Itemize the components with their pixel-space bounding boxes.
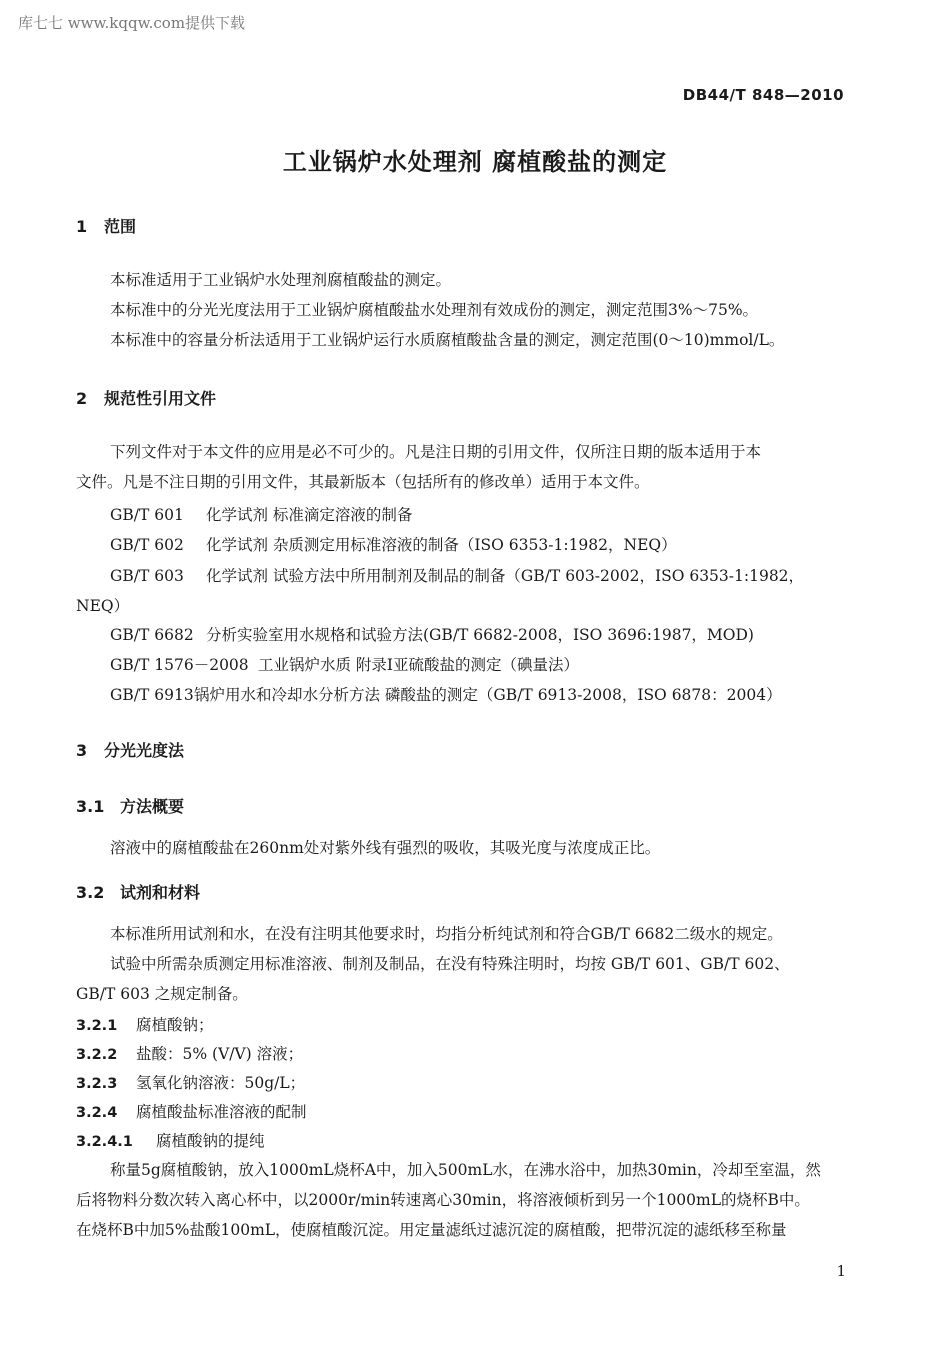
clause-text: 腐植酸钠；: [136, 1016, 214, 1034]
standard-code: DB44/T 848—2010: [682, 86, 844, 104]
clause-number: 3.2.3: [76, 1076, 118, 1092]
reference-code: GB/T 601: [110, 506, 184, 524]
clause-item: [76, 1042, 303, 1064]
page-title: 工业锅炉水处理剂 腐植酸盐的测定: [282, 148, 668, 176]
paragraph: 试验中所需杂质测定用标准溶液、制剂及制品，在没有特殊注明时，均按 GB/T 601、GB/T 602、: [110, 955, 790, 973]
section-3-heading: [76, 738, 184, 761]
section-2-heading: [76, 386, 216, 409]
clause-text: 氢氧化钠溶液：50g/L；: [136, 1074, 306, 1092]
section-title: 范围: [104, 217, 137, 236]
reference-text: 工业锅炉水质 附录I亚硫酸盐的测定（碘量法）: [258, 656, 580, 674]
section-title: 方法概要: [120, 797, 185, 816]
reference-continuation: [76, 594, 129, 616]
reference-item: [110, 503, 412, 525]
reference-text: 化学试剂 杂质测定用标准溶液的制备（ISO 6353-1:1982，NEQ）: [206, 536, 677, 554]
section-title: 试剂和材料: [120, 883, 201, 902]
clause-item: [76, 1071, 305, 1093]
paragraph: 本标准中的容量分析法适用于工业锅炉运行水质腐植酸盐含量的测定，测定范围(0～10)mmol/L。: [110, 331, 785, 349]
section-number: 2: [76, 389, 88, 408]
paragraph: 在烧杯B中加5%盐酸100mL，使腐植酸沉淀。用定量滤纸过滤沉淀的腐植酸，把带沉淀的滤纸移至称量: [76, 1221, 787, 1239]
section-number: 3.1: [76, 797, 105, 816]
section-1-heading: [76, 214, 136, 237]
paragraph: 下列文件对于本文件的应用是必不可少的。凡是注日期的引用文件，仅所注日期的版本适用于本: [110, 443, 762, 461]
clause-text: 盐酸：5% (V/V) 溶液；: [136, 1045, 304, 1063]
reference-item: [110, 623, 754, 645]
clause-number: 3.2.1: [76, 1018, 118, 1034]
clause-number: 3.2.2: [76, 1047, 118, 1063]
clause-item: [76, 1129, 265, 1151]
clause-text: 腐植酸钠的提纯: [156, 1132, 265, 1150]
paragraph: 本标准适用于工业锅炉水处理剂腐植酸盐的测定。: [110, 271, 452, 289]
page-number: 1: [836, 1262, 846, 1280]
reference-code: GB/T 603: [110, 567, 184, 585]
reference-code: GB/T 6913: [110, 686, 194, 704]
reference-item: [110, 683, 782, 705]
section-title: 规范性引用文件: [104, 389, 217, 408]
paragraph: 后将物料分数次转入离心杯中，以2000r/min转速离心30min，将溶液倾析到另一个1000mL的烧杯B中。: [76, 1191, 810, 1209]
paragraph: 称量5g腐植酸钠，放入1000mL烧杯A中，加入500mL水，在沸水浴中，加热30min，冷却至室温，然: [110, 1161, 821, 1179]
paragraph: 文件。凡是不注日期的引用文件，其最新版本（包括所有的修改单）适用于本文件。: [76, 473, 650, 491]
reference-text: 化学试剂 试验方法中所用制剂及制品的制备（GB/T 603-2002，ISO 6353-1:1982，: [206, 567, 805, 585]
paragraph: 本标准所用试剂和水，在没有注明其他要求时，均指分析纯试剂和符合GB/T 6682二级水的规定。: [110, 925, 783, 943]
clause-text: 腐植酸盐标准溶液的配制: [136, 1103, 307, 1121]
paragraph: 本标准中的分光光度法用于工业锅炉腐植酸盐水处理剂有效成份的测定，测定范围3%～75%。: [110, 301, 759, 319]
reference-code: GB/T 602: [110, 536, 184, 554]
section-3-1-heading: [76, 794, 184, 817]
watermark: 库七七 www.kqqw.com提供下载: [18, 14, 246, 32]
clause-number: 3.2.4: [76, 1105, 118, 1121]
reference-code: GB/T 6682: [110, 626, 194, 644]
reference-text: NEQ）: [76, 597, 130, 615]
section-number: 1: [76, 217, 88, 236]
section-title: 分光光度法: [104, 741, 185, 760]
reference-item: [110, 564, 804, 586]
reference-text: 化学试剂 标准滴定溶液的制备: [206, 506, 413, 524]
section-number: 3: [76, 741, 88, 760]
reference-code: GB/T 1576－2008: [110, 656, 249, 674]
section-number: 3.2: [76, 883, 105, 902]
reference-item: [110, 533, 677, 555]
reference-text: 锅炉用水和冷却水分析方法 磷酸盐的测定（GB/T 6913-2008，ISO 6878：2004）: [194, 686, 782, 704]
clause-item: [76, 1013, 214, 1035]
clause-item: [76, 1100, 307, 1122]
section-3-2-heading: [76, 880, 200, 903]
paragraph: 溶液中的腐植酸盐在260nm处对紫外线有强烈的吸收，其吸光度与浓度成正比。: [110, 839, 661, 857]
reference-text: 分析实验室用水规格和试验方法(GB/T 6682-2008，ISO 3696:1987，MOD): [206, 626, 754, 644]
clause-number: 3.2.4.1: [76, 1134, 133, 1150]
reference-item: [110, 653, 579, 675]
paragraph: GB/T 603 之规定制备。: [76, 985, 248, 1003]
